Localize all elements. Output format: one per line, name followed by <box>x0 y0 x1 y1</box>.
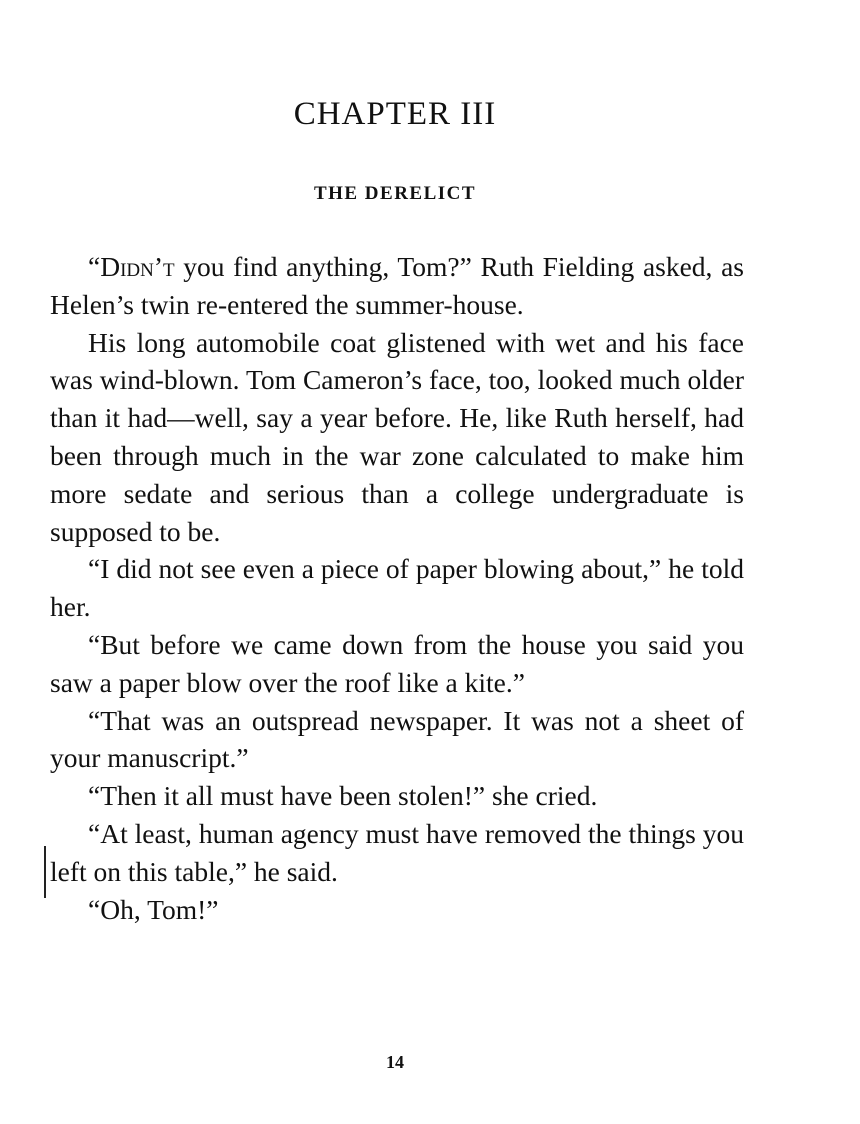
paragraph: “Oh, Tom!” <box>88 893 219 925</box>
paragraph: “Then it all must have been stolen!” she cried. <box>88 780 598 812</box>
chapter-heading: CHAPTER III <box>293 96 497 132</box>
paragraph: His long automobile coat glistened with wet and his face was wind-blown. Tom Cameron’s face, too, looked much older than it had—well, say a year before. He, like Ruth herself, had been through much in the war zone calculated to make him more sedate and serious than a college undergraduate is supposed to be. <box>50 326 744 547</box>
paragraph-text: you find anything, Tom?” Ruth Fielding asked, as Helen’s twin re-entered the summer-house. <box>50 251 744 320</box>
chapter-title: THE DERELICT <box>313 183 477 204</box>
paragraph: “I did not see even a piece of paper blowing about,” he told her. <box>50 553 744 623</box>
paragraph <box>50 248 744 324</box>
paragraph-lead: “D <box>88 251 121 282</box>
page-number: 14 <box>386 1052 404 1072</box>
paragraph-lead-smallcaps: idn’t <box>120 251 175 282</box>
margin-mark <box>44 846 46 898</box>
body-text <box>50 248 744 928</box>
paragraph: “But before we came down from the house you said you saw a paper blow over the roof like a kite.” <box>50 628 744 698</box>
paragraph: “That was an outspread newspaper. It was not a sheet of your manuscript.” <box>50 704 744 774</box>
paragraph: “At least, human agency must have removed the things you left on this table,” he said. <box>50 817 744 887</box>
